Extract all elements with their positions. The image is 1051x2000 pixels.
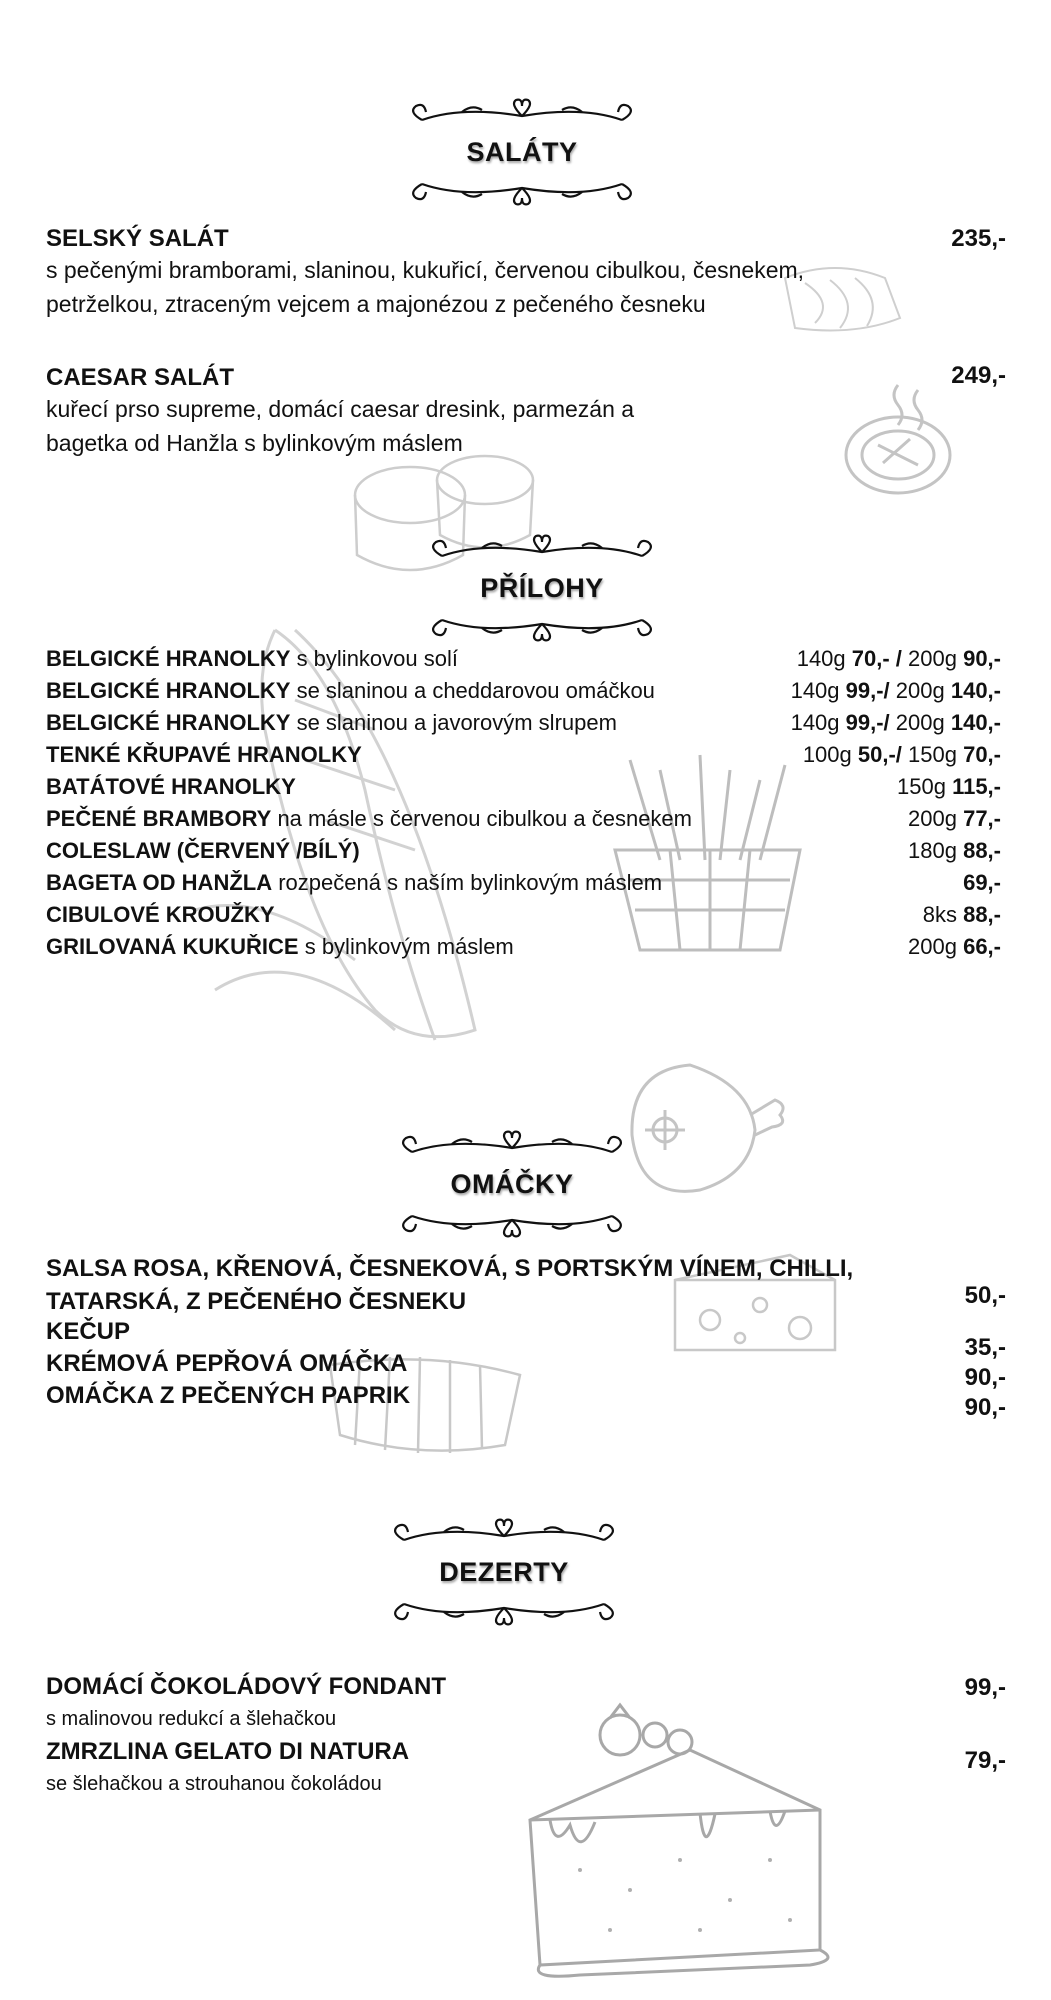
- price: 69,-: [963, 870, 1001, 895]
- section-title: PŘÍLOHY: [480, 573, 604, 603]
- flourish-top: [422, 534, 662, 568]
- item-name: COLESLAW (ČERVENÝ /BÍLÝ): [46, 838, 360, 863]
- sauce-line: OMÁČKA Z PEČENÝCH PAPRIK: [46, 1382, 411, 1409]
- price: 50,-/: [857, 742, 902, 767]
- weight: 8ks: [922, 902, 964, 927]
- item-description: bagetka od Hanžla s bylinkovým máslem: [46, 430, 463, 456]
- item-note: se slaninou a cheddarovou omáčkou: [290, 678, 655, 703]
- price: 90,-: [963, 646, 1001, 671]
- item-price: 99,-: [964, 1674, 1006, 1701]
- price: 99,-/: [845, 678, 890, 703]
- ham-illustration: [620, 1055, 790, 1205]
- section-title: OMÁČKY: [450, 1169, 574, 1199]
- section-heading-omacky: [392, 1130, 632, 1238]
- side-dish-row: [46, 643, 1001, 675]
- weight: 200g: [889, 710, 951, 735]
- item-name: CAESAR SALÁT: [46, 364, 235, 391]
- sauce-line: SALSA ROSA, KŘENOVÁ, ČESNEKOVÁ, S PORTSKÝM VÍNEM, CHILLI,: [46, 1255, 854, 1282]
- item-name: GRILOVANÁ KUKUŘICE: [46, 934, 299, 959]
- price: 140,-: [950, 710, 1001, 735]
- item-name: BATÁTOVÉ HRANOLKY: [46, 774, 296, 799]
- item-name: BELGICKÉ HRANOLKY: [46, 678, 291, 703]
- flourish-bottom: [402, 172, 642, 206]
- item-price: 79,-: [964, 1747, 1006, 1774]
- section-title: DEZERTY: [439, 1557, 569, 1587]
- dessert-item: [46, 1735, 409, 1799]
- side-dish-row: [46, 835, 1001, 867]
- flourish-bottom: [422, 608, 662, 642]
- flourish-bottom: [384, 1592, 624, 1626]
- weight: 200g: [889, 678, 951, 703]
- item-note: rozpečená s naším bylinkovým máslem: [272, 870, 663, 895]
- side-dish-row: [46, 931, 1001, 963]
- side-dish-row: [46, 899, 1001, 931]
- item-name: ZMRZLINA GELATO DI NATURA: [46, 1738, 410, 1765]
- weight: 150g: [897, 774, 953, 799]
- flourish-top: [402, 98, 642, 132]
- item-description: petrželkou, ztraceným vejcem a majonézou z pečeného česneku: [46, 291, 706, 317]
- dessert-item: [46, 1670, 446, 1734]
- cake-illustration: [520, 1700, 850, 1980]
- section-heading-salaty: [402, 98, 642, 206]
- sauce-line: TATARSKÁ, Z PEČENÉHO ČESNEKU: [46, 1288, 467, 1315]
- sauce-price: 90,-: [964, 1394, 1006, 1421]
- side-dish-row: [46, 739, 1001, 771]
- item-note: na másle s červenou cibulkou a česnekem: [271, 806, 692, 831]
- price: 88,-: [963, 902, 1001, 927]
- item-price: 235,-: [951, 225, 1006, 252]
- side-dish-row: [46, 803, 1001, 835]
- flourish-bottom: [392, 1204, 632, 1238]
- item-name: DOMÁCÍ ČOKOLÁDOVÝ FONDANT: [46, 1673, 446, 1700]
- price: 70,-: [963, 742, 1001, 767]
- item-description: s malinovou redukcí a šlehačkou: [46, 1708, 337, 1730]
- item-note: s bylinkovou solí: [290, 646, 458, 671]
- sauce-line: KRÉMOVÁ PEPŘOVÁ OMÁČKA: [46, 1350, 408, 1377]
- item-name: BAGETA OD HANŽLA: [46, 870, 273, 895]
- item-description: s pečenými bramborami, slaninou, kukuřicí, červenou cibulkou, česnekem,: [46, 257, 805, 283]
- weight: 200g: [901, 646, 964, 671]
- side-dish-row: [46, 771, 1001, 803]
- item-description: kuřecí prso supreme, domácí caesar dresink, parmezán a: [46, 396, 635, 422]
- side-dish-row: [46, 867, 1001, 899]
- weight: 100g: [802, 742, 858, 767]
- item-description: se šlehačkou a strouhanou čokoládou: [46, 1773, 382, 1795]
- side-dish-row: [46, 675, 1001, 707]
- weight: 140g: [796, 646, 852, 671]
- sauce-price: 35,-: [964, 1334, 1006, 1361]
- item-name: TENKÉ KŘUPAVÉ HRANOLKY: [46, 742, 362, 767]
- weight: 140g: [790, 678, 846, 703]
- weight: 150g: [901, 742, 964, 767]
- price: 115,-: [952, 774, 1001, 799]
- weight: 200g: [908, 934, 964, 959]
- item-note: se slaninou a javorovým slrupem: [290, 710, 617, 735]
- sauce-line: KEČUP: [46, 1318, 131, 1345]
- section-heading-prilohy: [422, 534, 662, 642]
- item-name: BELGICKÉ HRANOLKY: [46, 646, 291, 671]
- section-title: SALÁTY: [466, 137, 578, 167]
- price: 77,-: [963, 806, 1001, 831]
- section-heading-dezerty: [384, 1518, 624, 1626]
- flourish-top: [384, 1518, 624, 1552]
- price: 140,-: [950, 678, 1001, 703]
- menu-item: [46, 364, 996, 460]
- menu-item: [46, 225, 996, 321]
- side-dish-row: [46, 707, 1001, 739]
- price: 66,-: [963, 934, 1001, 959]
- price: 99,-/: [845, 710, 890, 735]
- item-name: BELGICKÉ HRANOLKY: [46, 710, 291, 735]
- item-name: CIBULOVÉ KROUŽKY: [46, 902, 275, 927]
- sauce-price: 50,-: [964, 1282, 1006, 1309]
- weight: 200g: [908, 806, 964, 831]
- item-note: s bylinkovým máslem: [298, 934, 514, 959]
- item-price: 249,-: [951, 362, 1006, 389]
- sauce-price: 90,-: [964, 1364, 1006, 1391]
- flourish-top: [392, 1130, 632, 1164]
- item-name: PEČENÉ BRAMBORY: [46, 806, 272, 831]
- price: 88,-: [963, 838, 1001, 863]
- weight: 180g: [908, 838, 964, 863]
- price: 70,- /: [851, 646, 902, 671]
- weight: 140g: [790, 710, 846, 735]
- item-name: SELSKÝ SALÁT: [46, 225, 229, 252]
